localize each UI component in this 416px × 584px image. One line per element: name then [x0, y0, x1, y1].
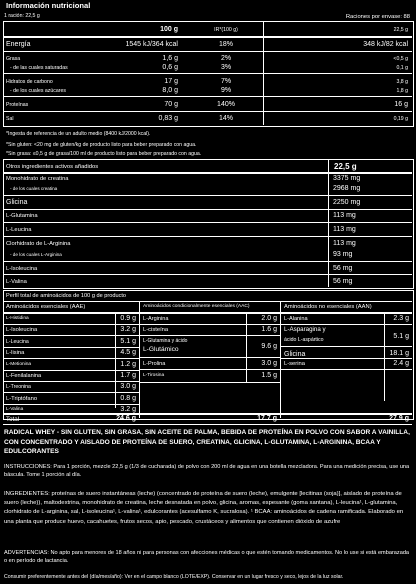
caa-tyrosine-label: L-Tirosina [143, 373, 165, 378]
row-sugars-label: - de los cuales azúcares [10, 88, 66, 94]
caa-arginine-value: 2.0 g [261, 315, 277, 322]
row-energy-100g: 1545 kJ/364 kcal [125, 41, 178, 48]
note-gluten-free: *Sin gluten: <20 mg de gluten/kg de producto listo para beber preparado con agua. [6, 142, 197, 148]
eaa-methionine-label: L-Metionina [6, 362, 32, 367]
product-name: RADICAL WHEY - SIN GLUTEN, SIN GRASA, SIN ACEITE DE PALMA, BEBIDA DE PROTEÍNA EN POLVO CON SABOR A VAINILLA, CON CONCENTRADO Y AISLADO DE PROTEÍNA DE SUERO, CREATINA, GLICINA, L-GLUTAMINA, L-ARGININA, BCAA Y EDULCORANTES [4, 429, 410, 456]
active-isoleucine-label: L-Isoleucina [6, 266, 38, 272]
eaa-lysine-label: L-lisina [6, 350, 25, 356]
row-sugars-serving: 1,8 g [396, 88, 408, 94]
active-glutamine-label: L-Glutamina [6, 213, 38, 219]
row-carbs-serving: 3,8 g [396, 79, 408, 85]
active-creatine-label: - de los cuales creatina [10, 186, 58, 191]
caa-cysteine-label: L-cisteína [143, 327, 169, 333]
active-ingredients-header: Otros ingredientes activos añadidos [6, 164, 99, 170]
caa-glutamine-glutamic-value: 9.6 g [261, 343, 277, 350]
eaa-isoleucine-label: L-Isoleucina [6, 327, 38, 333]
eaa-column-title: Aminoácidos esenciales (AAE) [6, 304, 86, 310]
eaa-valine-label: L-Valina [6, 407, 24, 412]
eaa-leucine-value: 5.1 g [120, 338, 136, 345]
row-saturated-serving: 0,1 g [396, 65, 408, 71]
eaa-tryptophan-value: 0.8 g [120, 395, 136, 402]
row-carbs-label: Hidratos de carbono [6, 79, 53, 85]
active-glycine-value: 2250 mg [333, 199, 361, 206]
active-leucine-label: L-Leucina [6, 227, 32, 233]
row-sugars-100g: 8,0 g [162, 87, 178, 94]
note-reference-intake: *Ingesta de referencia de un adulto medio (8400 kJ/2000 kcal). [6, 131, 151, 137]
active-ingredients-header-value: 22,5 g [334, 162, 357, 171]
row-sugars-ir: 9% [220, 87, 232, 94]
col-ir-header: IR*(100 g) [214, 27, 238, 33]
naa-serine-label: L-serina [284, 361, 305, 367]
row-protein-label: Proteínas [6, 102, 29, 108]
eaa-histidine-value: 0.9 g [120, 315, 136, 322]
eaa-leucine-label: L-Leucina [6, 339, 29, 345]
best-before-text: Consumir preferentemente antes del (día/mes/año): Ver en el campo blanco (LOTE/EXP). Conservar en un lugar fresco y seco, lejos de la luz solar. [4, 574, 344, 580]
eaa-tryptophan-label: L-Triptófano [6, 396, 38, 402]
row-fat-label: Grasa [6, 56, 21, 62]
caa-proline-value: 3.0 g [261, 360, 277, 367]
row-carbs-100g: 17 g [164, 78, 178, 85]
row-fat-ir: 2% [220, 55, 232, 62]
total-label: Total [6, 416, 20, 423]
eaa-threonine-label: L-Treonina [6, 384, 31, 390]
eaa-valine-value: 3.2 g [120, 406, 136, 413]
naa-asparagine-label: L-Asparagina y [284, 326, 326, 333]
row-salt-100g: 0,83 g [158, 115, 178, 122]
caa-cysteine-value: 1.6 g [261, 326, 277, 333]
row-fat-100g: 1,6 g [162, 55, 178, 62]
naa-column-title: Aminoácidos no esenciales (AAN) [284, 304, 372, 310]
active-arginine-hcl-value: 113 mg [333, 240, 356, 247]
caa-glutamine-label: L-Glutamina y ácido [143, 338, 188, 344]
active-valine-value: 56 mg [333, 278, 353, 285]
active-arginine-hcl-label: Clorhidrato de L-Arginina [6, 241, 71, 247]
caa-glutamic-label: L-Glutámico [143, 346, 179, 353]
total-naa: 27.9 g [389, 415, 409, 422]
row-saturated-100g: 0,6 g [162, 64, 178, 71]
eaa-lysine-value: 4.5 g [120, 349, 136, 356]
eaa-phenylalanine-value: 1.7 g [120, 372, 136, 379]
caa-tyrosine-value: 1.5 g [261, 372, 277, 379]
eaa-isoleucine-value: 3.2 g [120, 326, 136, 333]
note-fat-free: *Sin grasa: ≤0,5 g de grasa/100 ml de producto listo para beber preparado con agua. [6, 151, 202, 157]
active-leucine-value: 113 mg [333, 226, 356, 233]
naa-serine-value: 2.4 g [393, 360, 409, 367]
active-arginine-label: - de los cuales L-Arginina [10, 252, 62, 257]
row-energy-label: Energía [6, 41, 31, 48]
active-isoleucine-value: 56 mg [333, 265, 353, 272]
eaa-histidine-label: L-Histidina [6, 316, 29, 321]
active-glycine-label: Glicina [6, 199, 28, 206]
active-glutamine-value: 113 mg [333, 212, 356, 219]
caa-column-title: Aminoácidos condicionalmente esenciales (AAC) [143, 304, 250, 309]
caa-proline-label: L-Prolina [143, 361, 166, 367]
ingredients-text: INGREDIENTES: proteínas de suero instantáneas (leche) (concentrado de proteína de suero (leche), emulgente [lecitinas (soja)], aislado de proteína de suero (leche)), maltodextrina, monohidrato de creatina, leche desnatada en polvo, glicina, aromas, espesante (goma xantana), L-leucina¹, L-glutamina, clorhidrato de L-arginina, sal, L-isoleucina¹, L-valina¹, edulcorantes (acesulfamo K, sucralosa). ¹ BCAA: aminoácidos de cadena ramificada. Elaborado en una planta que produce huevo, cacahuetes, frutos secos, apio, pescado, crustáceos y alimentos que contienen dióxido de azufre [4, 491, 404, 525]
row-saturated-label: - de las cuales saturadas [10, 65, 68, 71]
naa-glycine-label: Glicina [284, 351, 306, 358]
row-carbs-ir: 7% [220, 78, 232, 85]
total-caa: 17.7 g [257, 415, 277, 422]
active-creatine-value: 2968 mg [333, 185, 361, 192]
serving-size: 1 ración: 22,5 g [4, 13, 40, 19]
row-salt-label: Sal [6, 116, 14, 122]
row-protein-serving: 16 g [394, 101, 408, 108]
caa-arginine-label: L-Arginina [143, 316, 169, 322]
eaa-threonine-value: 3.0 g [120, 383, 136, 390]
row-salt-serving: 0,19 g [393, 116, 408, 122]
active-arginine-value: 93 mg [333, 251, 353, 258]
naa-glycine-value: 18.1 g [389, 350, 409, 357]
row-fat-serving: <0,5 g [393, 56, 408, 62]
total-eaa: 24.6 g [116, 415, 136, 422]
active-creatine-monohydrate-label: Monohidrato de creatina [6, 176, 69, 182]
row-protein-ir: 140% [217, 101, 235, 108]
active-valine-label: L-Valina [6, 279, 27, 285]
col-serving-header: 22,5 g [393, 27, 408, 33]
naa-alanine-label: L-Alanina [284, 316, 308, 322]
naa-alanine-value: 2.3 g [393, 315, 409, 322]
row-saturated-ir: 3% [220, 64, 232, 71]
row-protein-100g: 70 g [164, 101, 178, 108]
naa-asparagine-aspartic-value: 5.1 g [393, 333, 409, 340]
instructions-text: INSTRUCCIONES: Para 1 porción, mezcle 22,5 g (1/3 de cucharada) de polvo con 200 ml de agua en una botella mezcladora. Para una medición precisa, use una báscula. Tome 1 porción al día. [4, 464, 410, 479]
row-energy-serving: 348 kJ/82 kcal [363, 41, 408, 48]
eaa-phenylalanine-label: L-Fenilalanina [6, 373, 42, 379]
row-salt-ir: 14% [218, 115, 233, 122]
naa-aspartic-label: ácido L-aspártico [284, 337, 324, 343]
servings-per-container: Raciones por envase: 88 [345, 14, 410, 20]
nutrition-title: Información nutricional [6, 1, 91, 10]
amino-profile-header: Perfil total de aminoácidos de 100 g de producto [6, 293, 127, 299]
warnings-text: ADVERTENCIAS: No apto para menores de 18 años ni para personas con afecciones médicas o que estén tomando medicamentos. No lo use si está embarazada o en período de lactancia. [4, 550, 410, 565]
col-100g-header: 100 g [160, 26, 178, 33]
eaa-methionine-value: 1.2 g [120, 361, 136, 368]
active-creatine-monohydrate-value: 3375 mg [333, 175, 361, 182]
row-energy-ir: 18% [218, 41, 233, 48]
